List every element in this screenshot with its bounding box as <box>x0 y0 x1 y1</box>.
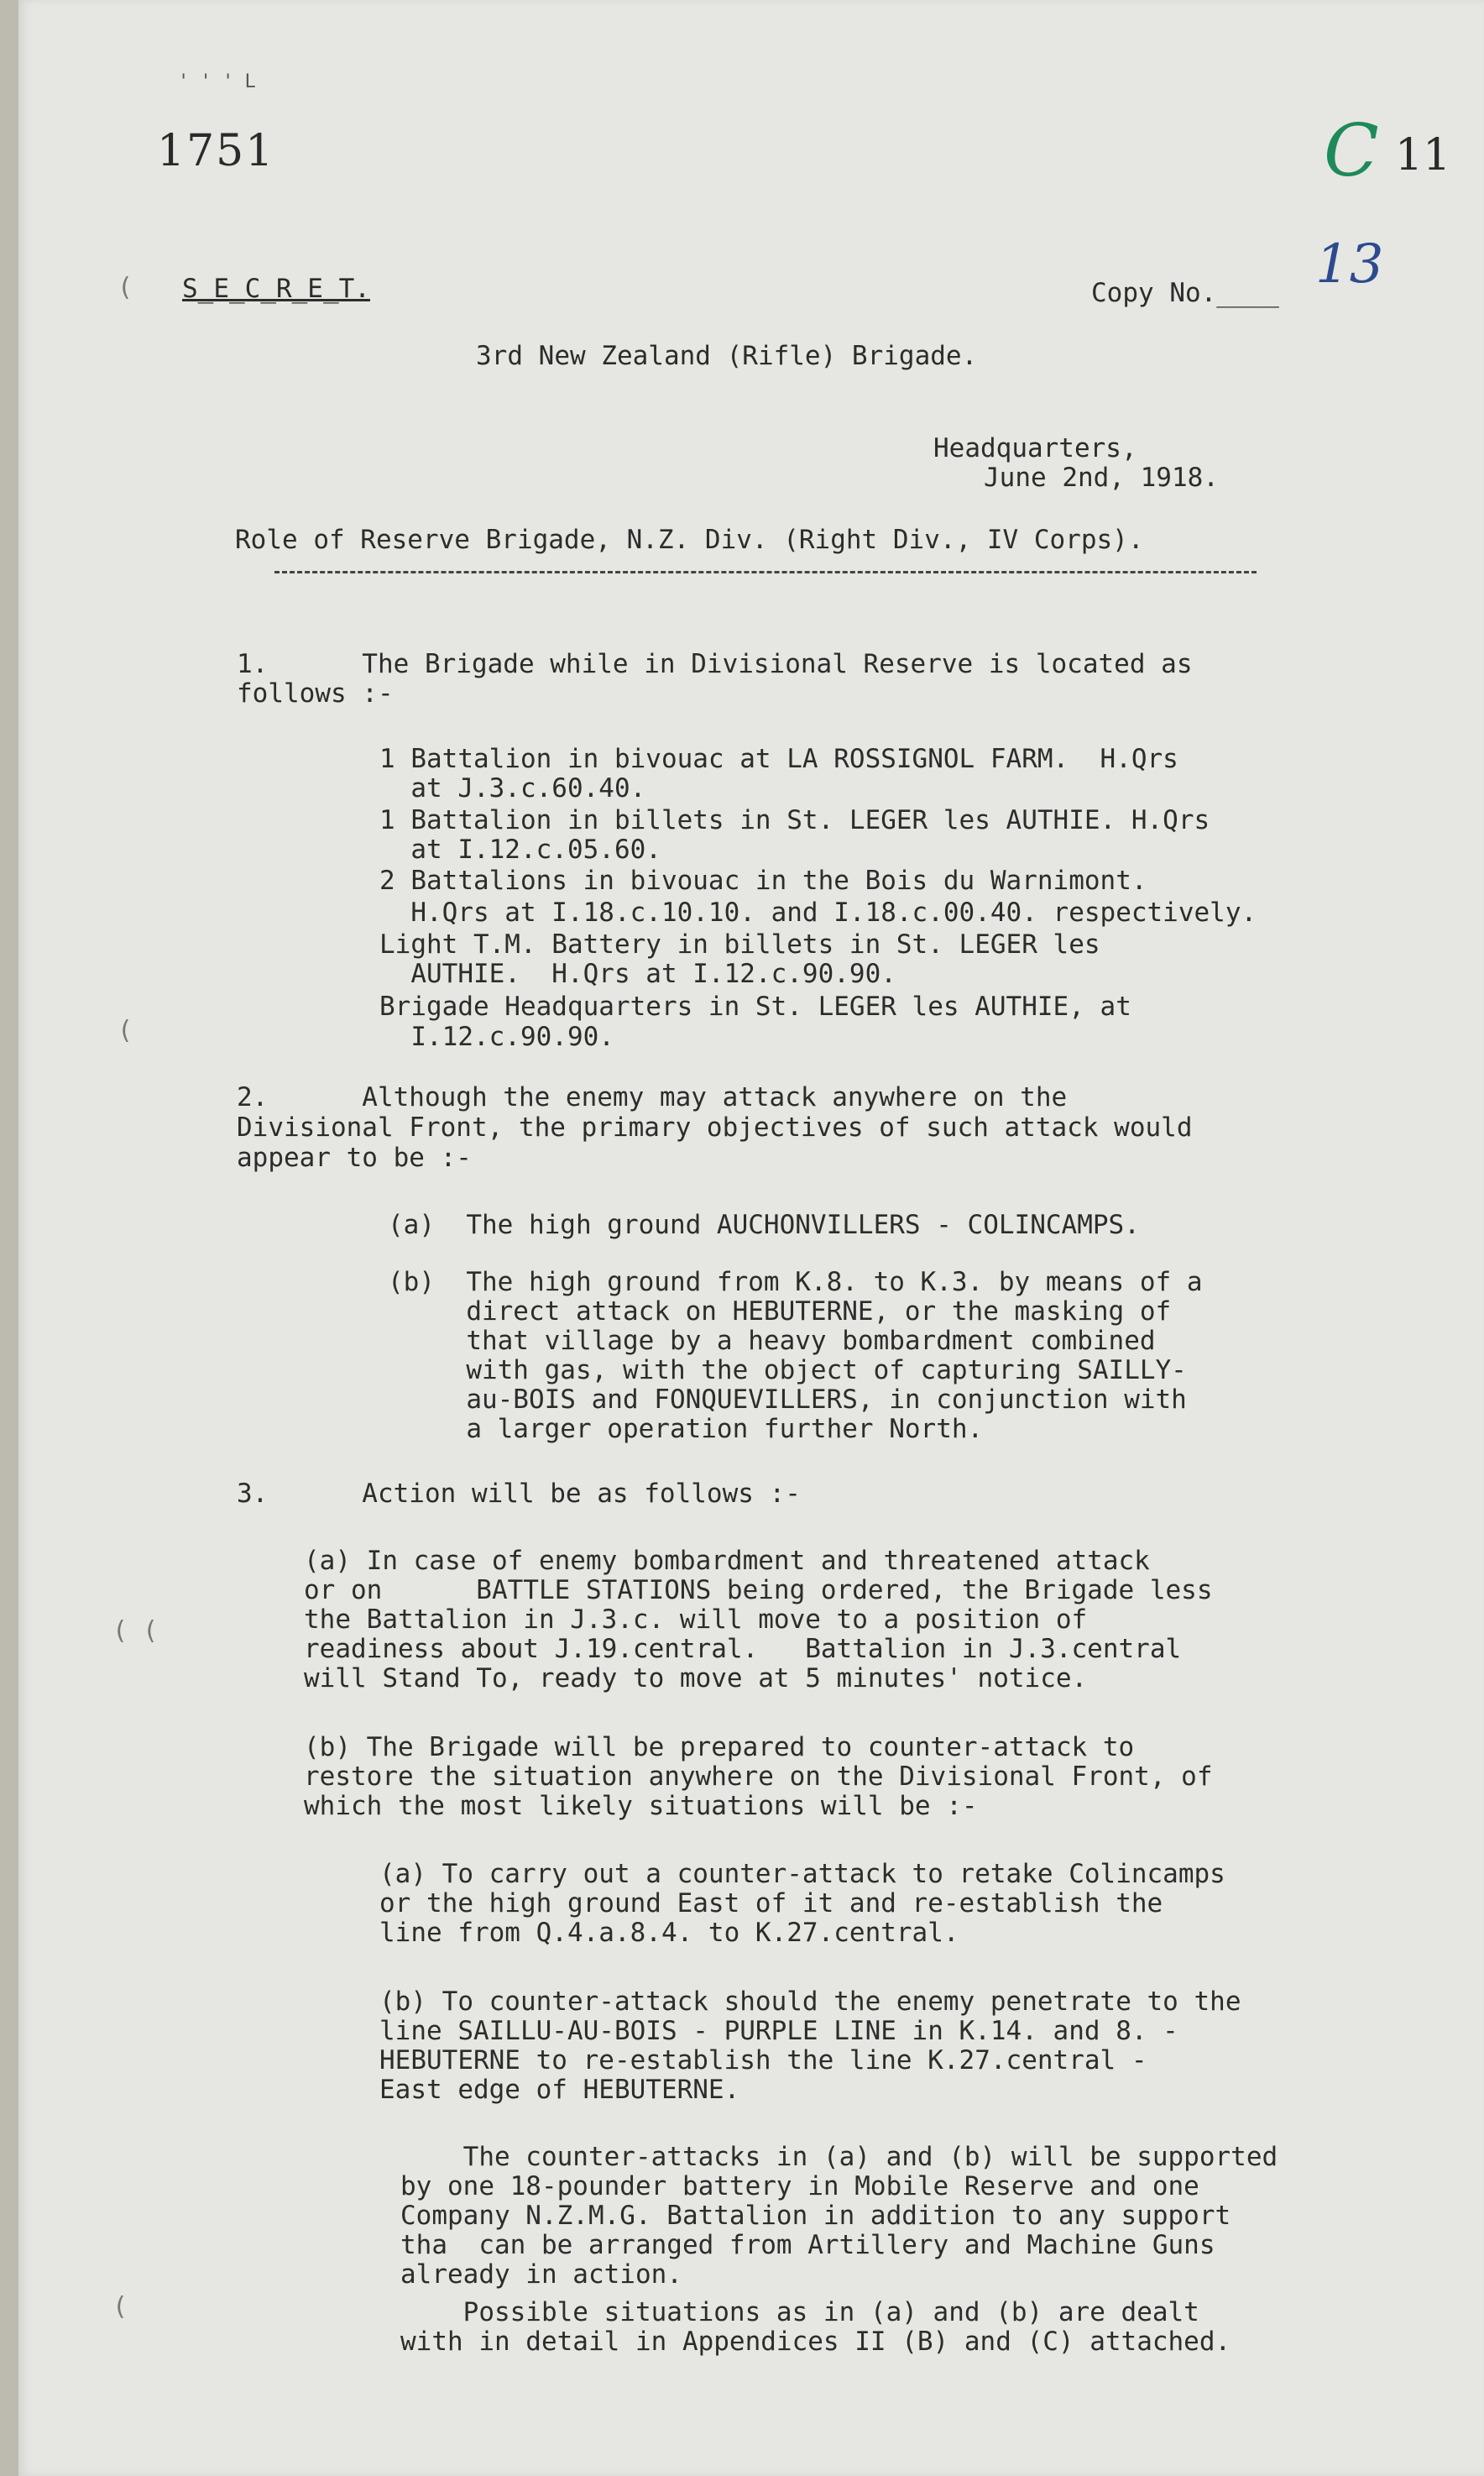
para-line: tha can be arranged from Artillery and Machine Guns <box>400 2230 1215 2260</box>
punch-hole-mark: ( <box>112 2292 128 2322</box>
para-line: 2. Although the enemy may attack anywhere on the <box>237 1082 1068 1112</box>
para-line: or on BATTLE STATIONS being ordered, the Brigade less <box>304 1575 1213 1605</box>
copy-number: 13 <box>1315 233 1384 296</box>
hq-line: Headquarters, <box>933 433 1137 463</box>
page-letter: C <box>1324 109 1379 193</box>
punch-hole-mark: ( <box>118 1016 133 1045</box>
subject-line: Role of Reserve Brigade, N.Z. Div. (Right Div., IV Corps). <box>235 525 1144 555</box>
brigade-title: 3rd New Zealand (Rifle) Brigade. <box>476 341 978 371</box>
date-line: June 2nd, 1918. <box>984 463 1219 493</box>
para-line: (b) The Brigade will be prepared to counter-attack to <box>304 1732 1135 1762</box>
para-line: I.12.c.90.90. <box>379 1022 614 1052</box>
document-page <box>18 0 1484 2476</box>
para-line: appear to be :- <box>237 1143 472 1173</box>
para-line: (a) The high ground AUCHONVILLERS - COLINCAMPS. <box>388 1210 1140 1240</box>
copy-label: Copy No.____ <box>1091 278 1279 308</box>
para-line: that village by a heavy bombardment combined <box>388 1326 1156 1356</box>
para-line: by one 18-pounder battery in Mobile Reserve and one <box>400 2171 1199 2201</box>
para-line: at J.3.c.60.40. <box>379 773 646 804</box>
para-line: line from Q.4.a.8.4. to K.27.central. <box>379 1918 959 1948</box>
para-line: (a) In case of enemy bombardment and threatened attack <box>304 1546 1150 1576</box>
classification: S_E_C_R_E_T. <box>182 274 370 304</box>
para-line: HEBUTERNE to re-establish the line K.27.central - <box>379 2045 1147 2076</box>
para-line: a larger operation further North. <box>388 1414 984 1444</box>
file-mark: ' ' ' L <box>178 71 256 92</box>
para-line: line SAILLU-AU-BOIS - PURPLE LINE in K.14. and 8. - <box>379 2016 1178 2046</box>
para-line: Possible situations as in (a) and (b) are dealt <box>400 2297 1199 2327</box>
dashed-rule <box>274 571 1257 573</box>
para-line: (b) To counter-attack should the enemy penetrate to the <box>379 1987 1241 2017</box>
para-line: follows :- <box>237 678 394 709</box>
para-line: 1 Battalion in billets in St. LEGER les AUTHIE. H.Qrs <box>379 805 1210 835</box>
para-line: East edge of HEBUTERNE. <box>379 2075 740 2105</box>
para-line: with gas, with the object of capturing SAILLY- <box>388 1355 1187 1385</box>
page-number: 11 <box>1395 130 1451 181</box>
para-line: or the high ground East of it and re-establish the <box>379 1888 1163 1919</box>
para-line: 3. Action will be as follows :- <box>237 1479 801 1509</box>
file-number: 1751 <box>157 126 275 176</box>
para-line: (a) To carry out a counter-attack to retake Colincamps <box>379 1859 1225 1889</box>
para-line: readiness about J.19.central. Battalion in J.3.central <box>304 1634 1182 1664</box>
para-line: 2 Battalions in bivouac in the Bois du Warnimont. <box>379 866 1147 896</box>
para-line: Company N.Z.M.G. Battalion in addition to any support <box>400 2201 1231 2231</box>
para-line: at I.12.c.05.60. <box>379 835 661 865</box>
punch-hole-mark: ( ( <box>112 1616 159 1646</box>
para-line: direct attack on HEBUTERNE, or the masking of <box>388 1296 1172 1327</box>
para-line: restore the situation anywhere on the Divisional Front, of <box>304 1761 1213 1792</box>
para-line: Brigade Headquarters in St. LEGER les AUTHIE, at <box>379 992 1131 1022</box>
para-line: Divisional Front, the primary objectives of such attack would <box>237 1112 1193 1143</box>
para-line: which the most likely situations will be :- <box>304 1791 978 1821</box>
para-line: H.Qrs at I.18.c.10.10. and I.18.c.00.40. respectively. <box>379 898 1257 928</box>
para-line: Light T.M. Battery in billets in St. LEGER les <box>379 929 1100 960</box>
para-line: will Stand To, ready to move at 5 minutes' notice. <box>304 1663 1088 1693</box>
para-line: 1. The Brigade while in Divisional Reserve is located as <box>237 649 1193 679</box>
para-line: with in detail in Appendices II (B) and (C) attached. <box>400 2327 1231 2357</box>
para-line: already in action. <box>400 2259 682 2290</box>
para-line: (b) The high ground from K.8. to K.3. by means of a <box>388 1267 1203 1297</box>
punch-hole-mark: ( <box>118 273 133 302</box>
para-line: au-BOIS and FONQUEVILLERS, in conjunction with <box>388 1385 1187 1415</box>
para-line: The counter-attacks in (a) and (b) will be supported <box>400 2142 1278 2172</box>
para-line: the Battalion in J.3.c. will move to a position of <box>304 1604 1088 1635</box>
para-line: 1 Battalion in bivouac at LA ROSSIGNOL FARM. H.Qrs <box>379 744 1178 774</box>
para-line: AUTHIE. H.Qrs at I.12.c.90.90. <box>379 959 896 989</box>
